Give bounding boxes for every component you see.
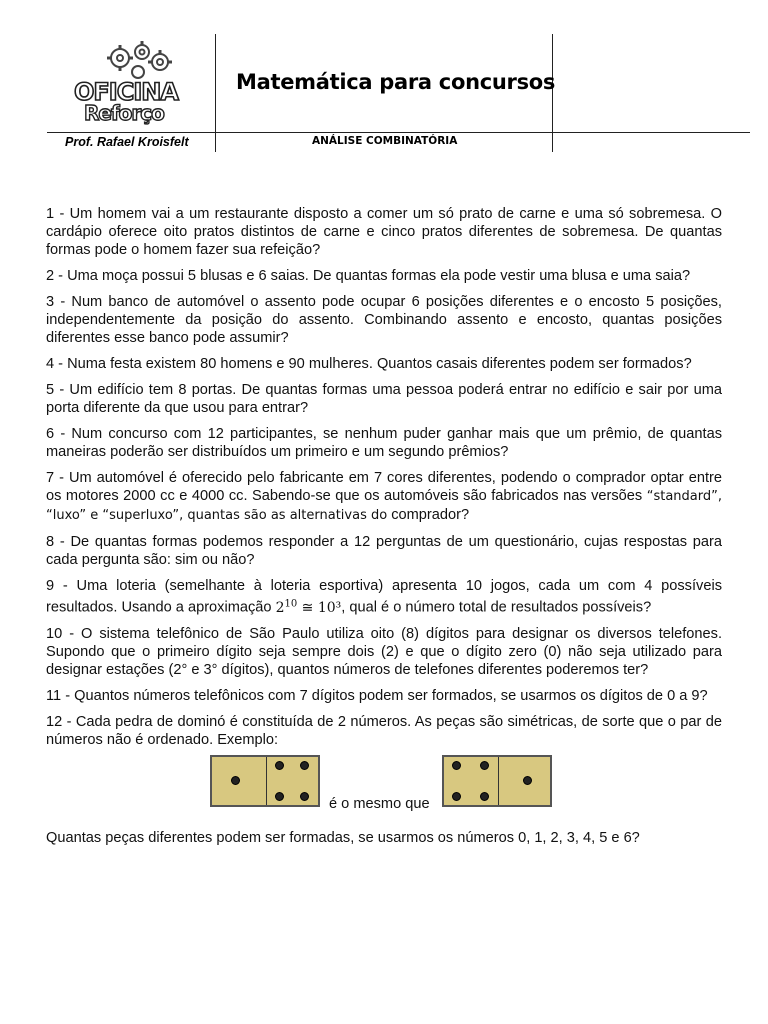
domino-pip [275, 792, 284, 801]
question-9-text-a: 9 - Uma loteria (semelhante à loteria esportiva) apresenta 10 jogos, cada um com 4 possíveis resultados. Usando a aproximação [46, 578, 722, 616]
domino-pip [452, 761, 461, 770]
domino-pip [300, 792, 309, 801]
question-2: 2 - Uma moça possui 5 blusas e 6 saias. De quantas formas ela pode vestir uma blusa e uma saia? [46, 268, 691, 284]
question-7 [46, 469, 722, 525]
domino-tile-4-1 [442, 755, 552, 807]
domino-pip [480, 792, 489, 801]
comparison-label: é o mesmo que [329, 795, 430, 812]
question-1: 1 - Um homem vai a um restaurante disposto a comer um só prato de carne e uma só sobremesa. O cardápio oferece oito pratos distintos de carne e cinco pratos diferentes de sobremesa. De quantas formas pode o homem fazer sua refeição? [46, 206, 722, 258]
domino-divider [498, 757, 499, 805]
domino-pip [452, 792, 461, 801]
question-11: 11 - Quantos números telefônicos com 7 dígitos podem ser formados, se usarmos os dígitos de 0 a 9? [46, 687, 708, 704]
topic-title: ANÁLISE COMBINATÓRIA [312, 135, 458, 147]
domino-pip [523, 776, 532, 785]
final-question: Quantas peças diferentes podem ser formadas, se usarmos os números 0, 1, 2, 3, 4, 5 e 6? [46, 829, 640, 846]
svg-text:Reforço: Reforço [84, 101, 164, 125]
formula-base: 2 [275, 599, 285, 616]
domino-pip [231, 776, 240, 785]
oficina-reforco-logo [68, 40, 208, 125]
question-10: 10 - O sistema telefônico de São Paulo utiliza oito (8) dígitos para designar os diversos telefones. Supondo que o primeiro dígito seja sempre dois (2) e que o dígito zero (0) não seja utilizado para designar estações (2° e 3° dígitos), quantos números de telefones diferentes poderemos ter? [46, 625, 722, 678]
header-divider-left [215, 34, 216, 152]
domino-pip [300, 761, 309, 770]
domino-pip [275, 761, 284, 770]
approximation-formula [276, 600, 342, 616]
question-7-text-c: comprador? [387, 507, 470, 523]
question-7-text-a: 7 - Um automóvel é oferecido pelo fabricante em 7 cores diferentes, podendo o comprador optar entre os motores 2000 cc e 4000 cc. Sabendo-se que os automóveis são fabricados nas versões [46, 470, 722, 504]
question-12: 12 - Cada pedra de dominó é constituída de 2 números. As peças são simétricas, de sorte que o par de números não é ordenado. Exemplo: [46, 713, 722, 748]
domino-pip [480, 761, 489, 770]
question-list [46, 205, 722, 855]
domino-example [46, 755, 722, 823]
domino-tile-1-4 [210, 755, 320, 807]
question-6: 6 - Num concurso com 12 participantes, se nenhum puder ganhar mais que um prêmio, de quantas maneiras poderão ser distribuídos um primeiro e um segundo prêmios? [46, 426, 722, 460]
domino-divider [266, 757, 267, 805]
question-5: 5 - Um edifício tem 8 portas. De quantas formas uma pessoa poderá entrar no edifício e sair por uma porta diferente da que usou para entrar? [46, 382, 722, 416]
question-9-text-b: , qual é o número total de resultados possíveis? [341, 599, 652, 616]
question-3: 3 - Num banco de automóvel o assento pode ocupar 6 posições diferentes e o encosto 5 posições, independentemente da posição do assento. Combinando assento e encosto, quantas posições diferentes esse banco pode assumir? [46, 294, 722, 346]
svg-text:OFICINA: OFICINA [74, 78, 178, 106]
header-rule [47, 132, 750, 133]
question-7-versions: “standard”, “luxo” e “superluxo”, quantas são as alternativas do [46, 489, 722, 523]
question-9 [46, 577, 722, 617]
question-4: 4 - Numa festa existem 80 homens e 90 mulheres. Quantos casais diferentes podem ser formados? [46, 356, 692, 372]
formula-rest: ≅ 10³ [297, 599, 342, 616]
question-8: 8 - De quantas formas podemos responder a 12 perguntas de um questionário, cujas respostas para cada pergunta são: sim ou não? [46, 534, 722, 568]
page-title: Matemática para concursos [236, 70, 556, 94]
professor-name: Prof. Rafael Kroisfelt [65, 135, 189, 149]
formula-exponent: 10 [284, 598, 298, 609]
page-header [0, 0, 768, 160]
